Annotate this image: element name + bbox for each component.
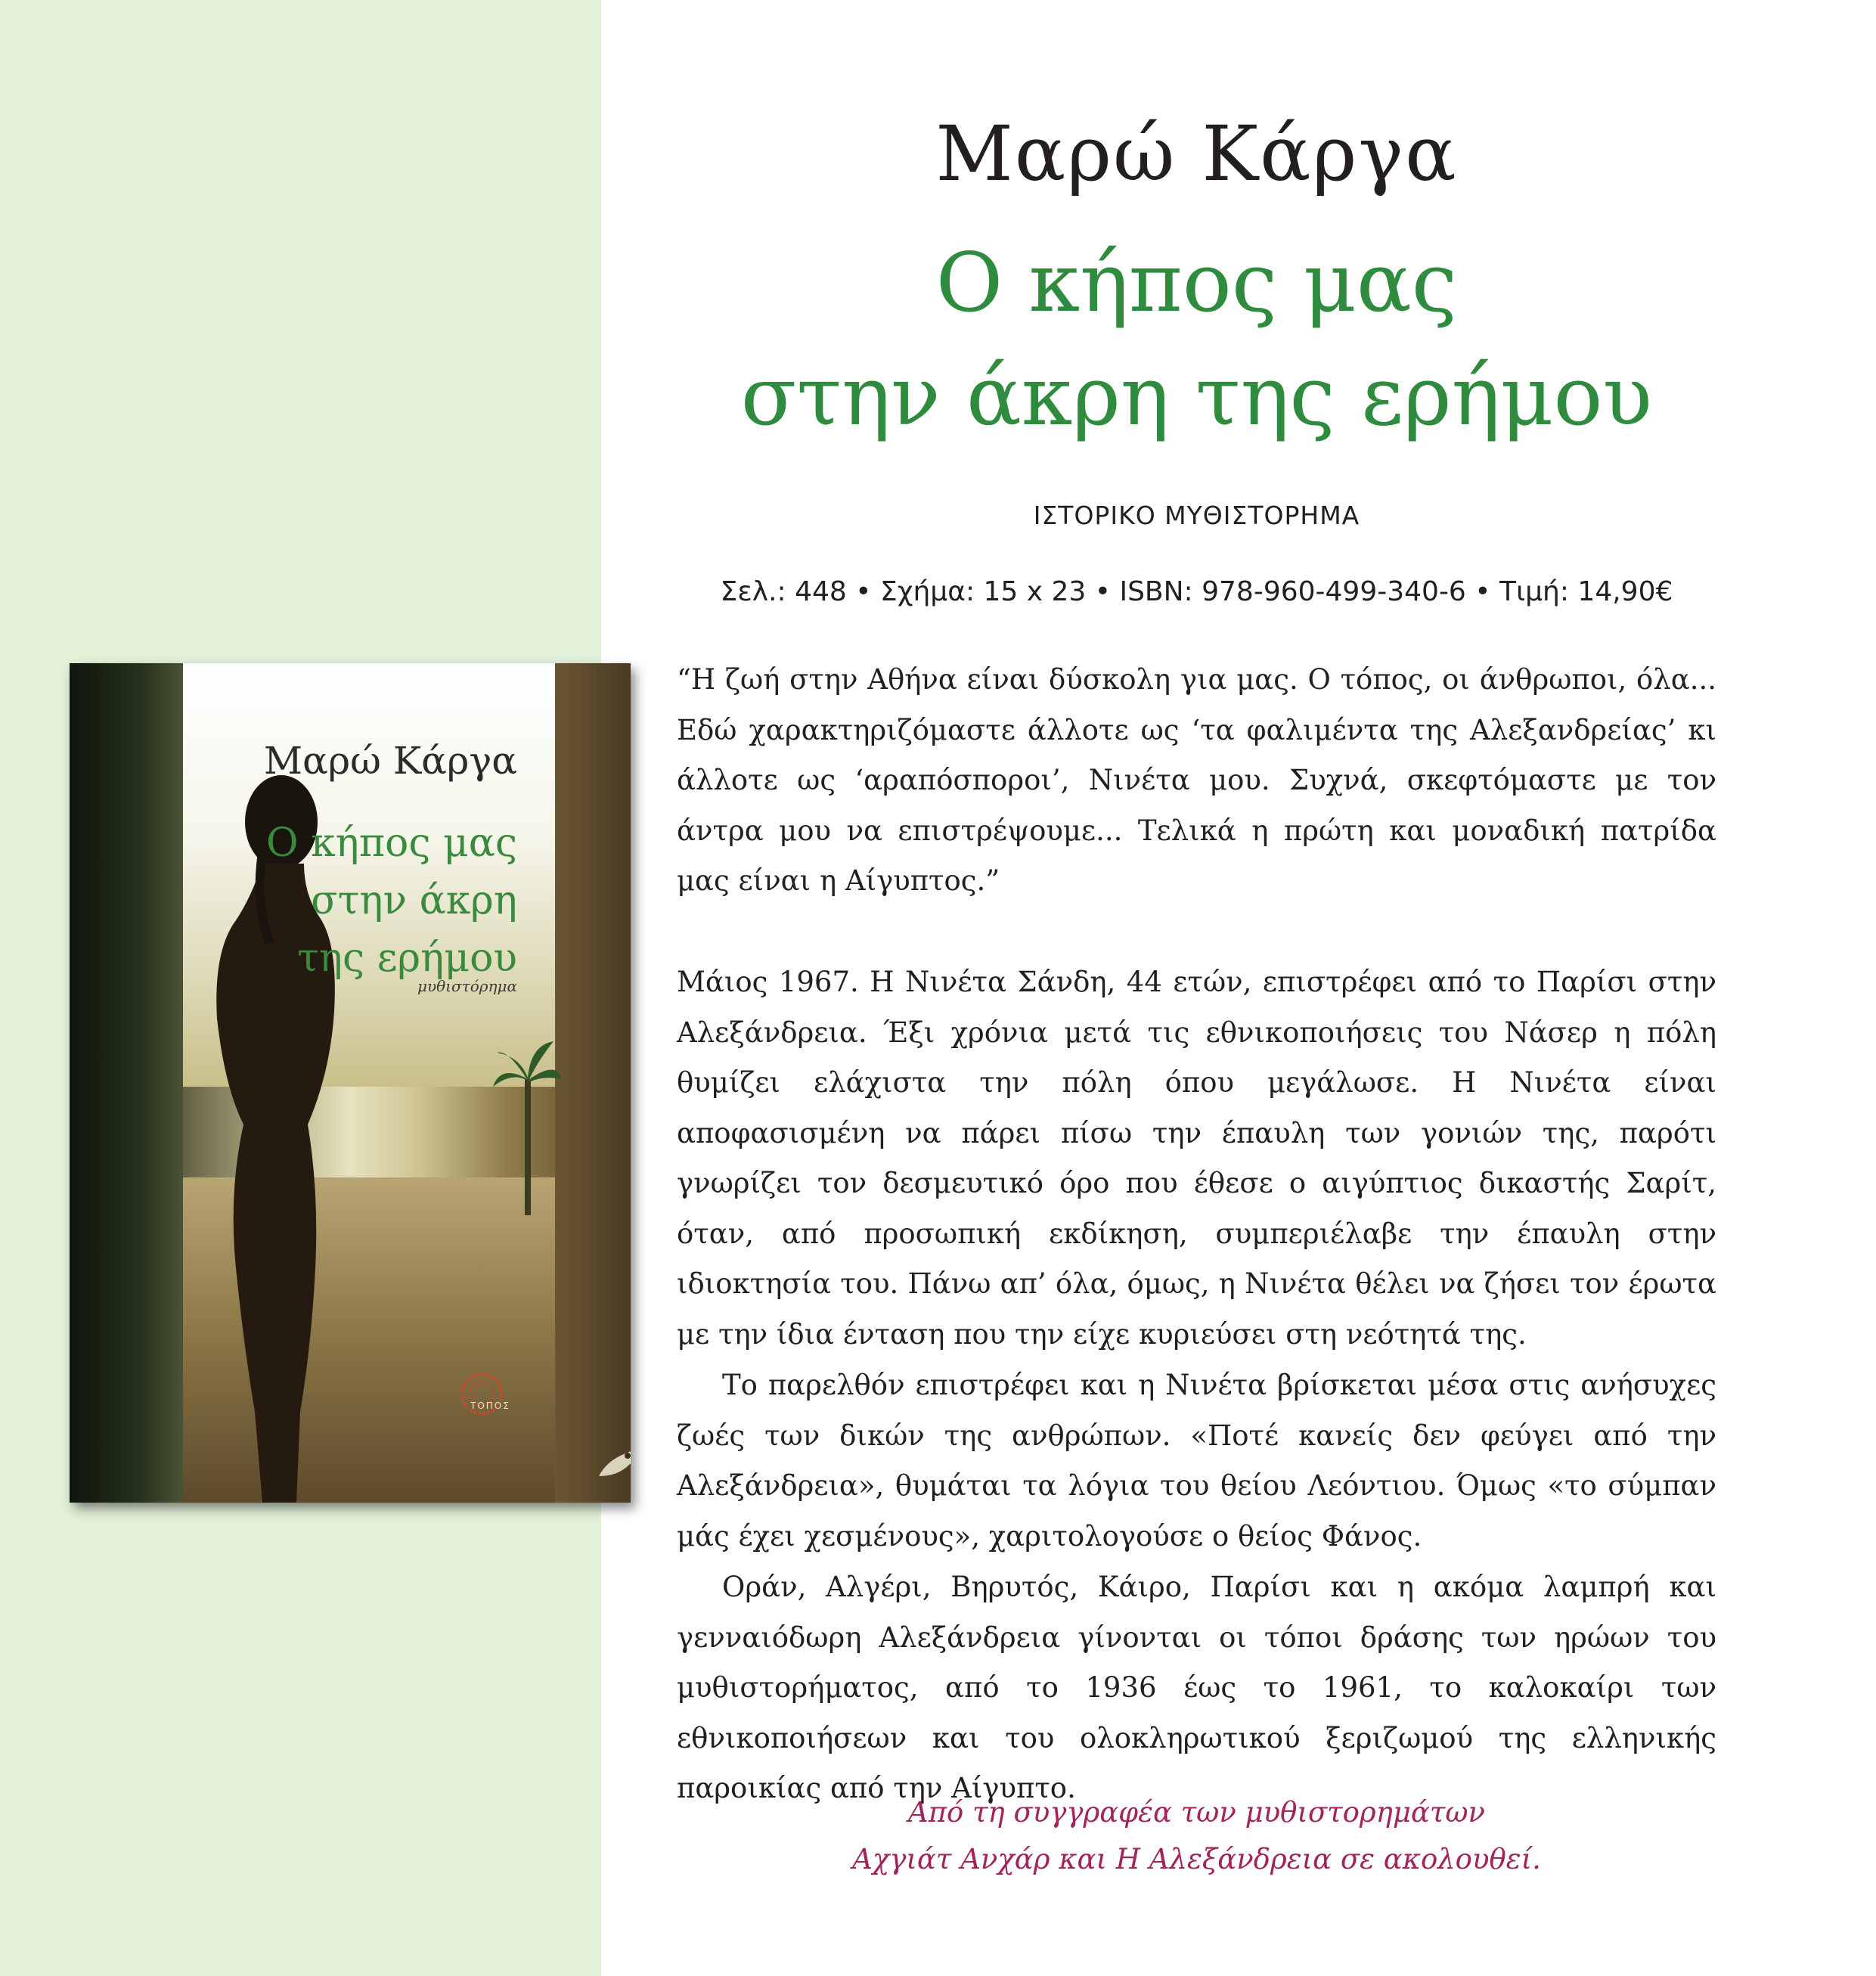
previous-book-1: Αχγιάτ Ανχάρ xyxy=(852,1843,1050,1875)
cover-door-left xyxy=(70,663,183,1503)
author-name: Μαρώ Κάργα xyxy=(935,110,1458,198)
previous-book-2: Η Αλεξάνδρεια σε ακολουθεί. xyxy=(1115,1843,1541,1875)
cover-title-line-1: Ο κήπος μας xyxy=(266,820,517,866)
cover-pillar-right xyxy=(555,663,631,1503)
conjunction: και xyxy=(1050,1843,1116,1875)
publisher-logo-text: ΤΟΠΟΣ xyxy=(470,1401,510,1411)
book-specs: Σελ.: 448 • Σχήμα: 15 x 23 • ISBN: 978-960-499-340-6 • Τιμή: 14,90€ xyxy=(720,576,1673,607)
book-title-line-2: στην άκρη της ερήμου xyxy=(740,349,1653,444)
cover-title xyxy=(266,814,517,987)
synopsis-paragraph-1: Μάιος 1967. Η Νινέτα Σάνδη, 44 ετών, επιστρέφει από το Παρίσι στην Αλεξάνδρεια. Έξι χρόνια μετά τις εθνικοποιήσεις του Νάσερ η πόλη θυμίζει ελάχιστα την πόλη όπου μεγάλωσε. Η Νινέτα είναι αποφασισμένη να πάρει πίσω την έπαυλη των γονιών της, παρότι γνωρίζει τον δεσμευτικό όρο που έθεσε ο αιγύπτιος δικαστής Σαρίτ, όταν, από προσωπική εκδίκηση, συμπεριέλαβε την έπαυλη στην ιδιοκτησία του. Πάνω απ’ όλα, όμως, η Νινέτα θέλει να ζήσει τον έρωτα με την ίδια ένταση που την είχε κυριεύσει στη νεότητά της. xyxy=(677,966,1716,1351)
book-title-line-1: Ο κήπος μας xyxy=(935,236,1458,330)
opening-quote: “Η ζωή στην Αθήνα είναι δύσκολη για μας. Ο τόπος, οι άνθρωποι, όλα... Εδώ χαρακτηριζόμαστε άλλοτε ως ‘τα φαλιμέντα της Αλεξανδρείας’ κι άλλοτε ως ‘αραπόσποροι’, Νινέτα μου. Συχνά, σκεφτόμαστε με τον άντρα μου να επιστρέψουμε... Τελικά η πρώτη και μοναδική πατρίδα μας είναι η Αίγυπτος.” xyxy=(677,663,1716,897)
synopsis-paragraph-2: Το παρελθόν επιστρέφει και η Νινέτα βρίσκεται μέσα στις ανήσυχες ζωές των δικών της ανθρώπων. «Ποτέ κανείς δεν φεύγει από την Αλεξάνδρεια», θυμάται τα λόγια του θείου Λεόντιου. Όμως «το σύμπαν μάς έχει χεσμένους», χαριτολογούσε ο θείος Φάνος. xyxy=(677,1369,1716,1553)
previous-works-intro: Από τη συγγραφέα των μυθιστορημάτων xyxy=(908,1796,1485,1829)
bird-skull-icon xyxy=(591,1435,631,1487)
book-cover-image xyxy=(70,663,631,1503)
cover-author: Μαρώ Κάργα xyxy=(263,739,517,783)
cover-title-line-3: της ερήμου xyxy=(297,935,517,981)
cover-genre: μυθιστόρημα xyxy=(417,977,517,995)
genre-label: ΙΣΤΟΡΙΚΟ ΜΥΘΙΣΤΟΡΗΜΑ xyxy=(1033,501,1360,530)
cover-title-line-2: στην άκρη xyxy=(311,878,517,923)
palm-tree-icon xyxy=(493,1034,561,1215)
previous-works-titles xyxy=(677,1836,1716,1883)
book-title xyxy=(677,227,1716,454)
synopsis-paragraph-3: Οράν, Αλγέρι, Βηρυτός, Κάιρο, Παρίσι και η ακόμα λαμπρή και γενναιόδωρη Αλεξάνδρεια γίνονται οι τόποι δράσης των ηρώων του μυθιστορήματος, από το 1936 έως το 1961, το καλοκαίρι των εθνικοποιήσεων και του ολοκληρωτικού ξεριζωμού της ελληνικής παροικίας από την Αίγυπτο. xyxy=(677,1571,1716,1804)
author-previous-works xyxy=(677,1789,1716,1883)
publisher-logo-icon xyxy=(451,1363,512,1424)
